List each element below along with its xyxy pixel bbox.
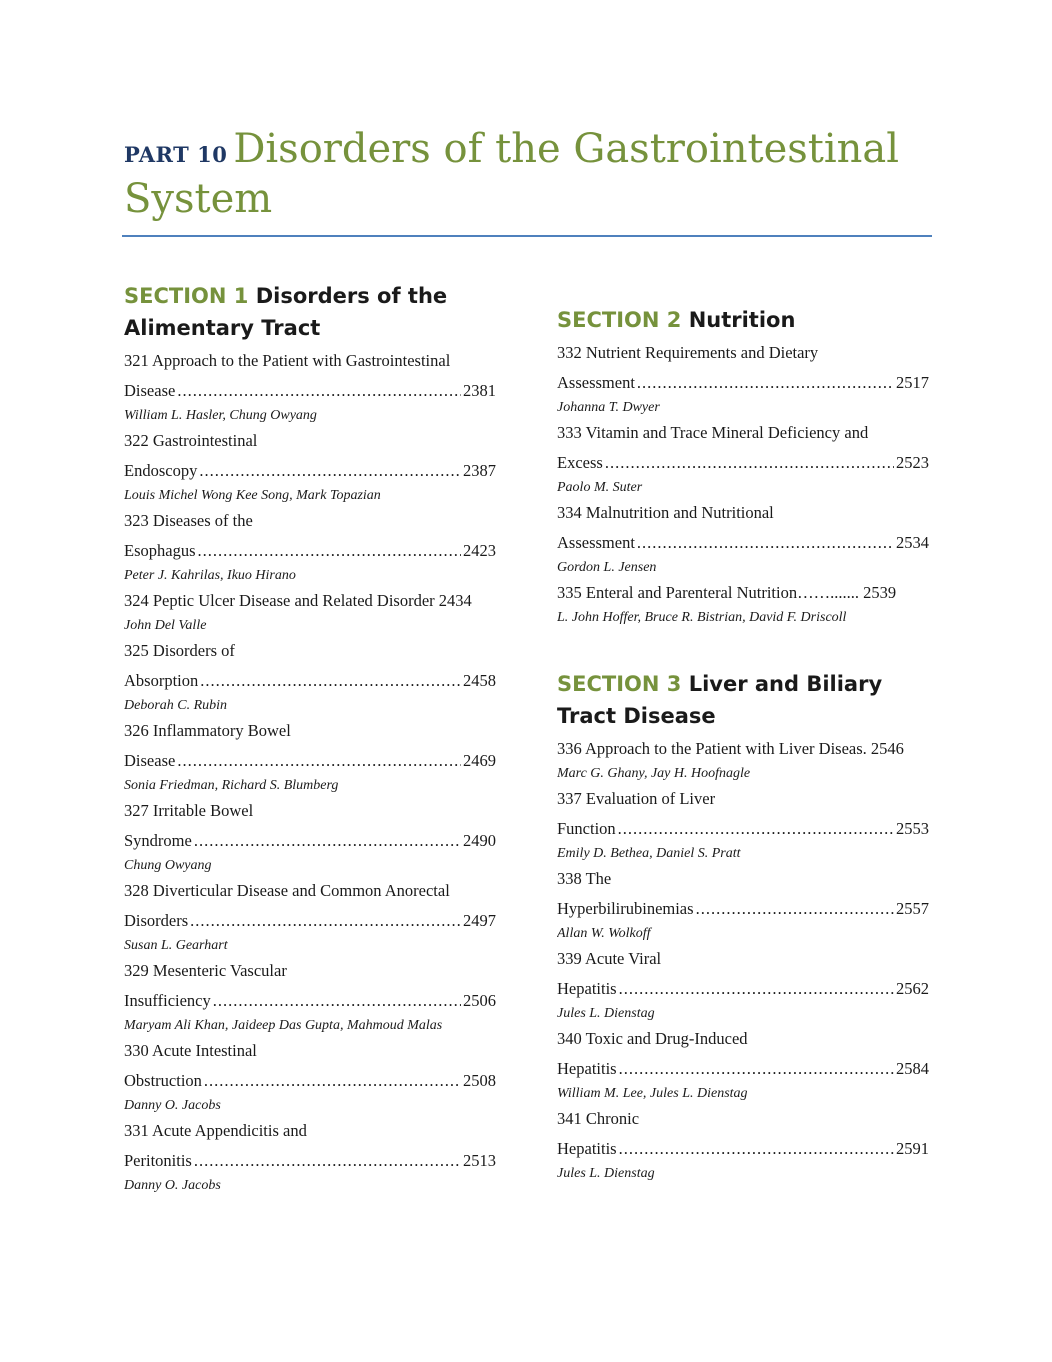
toc-entry[interactable] xyxy=(124,1036,496,1116)
chapter-title-end: Peritonitis xyxy=(124,1151,192,1170)
chapter-page-line xyxy=(557,894,929,924)
chapter-title: 334 Malnutrition and Nutritional xyxy=(557,503,774,522)
chapter-page-line xyxy=(557,528,929,558)
dot-leader xyxy=(619,974,894,1004)
chapter-page-line xyxy=(124,906,496,936)
chapter-authors: L. John Hoffer, Bruce R. Bistrian, David F. Driscoll xyxy=(557,610,847,625)
dot-leader xyxy=(177,746,461,776)
dot-leader xyxy=(213,986,461,1016)
left-column xyxy=(124,280,496,1236)
chapter-title: 331 Acute Appendicitis and xyxy=(124,1121,307,1140)
dot-leader xyxy=(177,376,461,406)
toc-entry[interactable] xyxy=(124,426,496,506)
page-number: 2469 xyxy=(463,751,496,770)
chapter-title: 333 Vitamin and Trace Mineral Deficiency and xyxy=(557,423,869,442)
dot-leader xyxy=(605,448,894,478)
dot-leader xyxy=(637,368,894,398)
section-label: SECTION 3 xyxy=(557,672,682,696)
chapter-authors: Danny O. Jacobs xyxy=(124,1098,221,1113)
page-number: 2553 xyxy=(896,819,929,838)
chapter-authors: William L. Hasler, Chung Owyang xyxy=(124,408,317,423)
section-name: Nutrition xyxy=(688,308,796,332)
chapter-authors: Jules L. Dienstag xyxy=(557,1166,655,1181)
section-name: Disorders of the Alimentary Tract xyxy=(124,284,448,340)
chapter-title-end: Disorders xyxy=(124,911,189,930)
chapter-title-end: Disease xyxy=(124,381,176,400)
chapter-title-end: Disease xyxy=(124,751,176,770)
chapter-page-line xyxy=(124,1066,496,1096)
section-name: Liver and Biliary Tract Disease xyxy=(557,672,883,728)
chapter-title-end: Hepatitis xyxy=(557,1139,617,1158)
page-number: 2557 xyxy=(896,899,929,918)
chapter-title-end: 335 Enteral and Parenteral Nutrition……....... 2539 xyxy=(557,583,897,602)
chapter-authors: John Del Valle xyxy=(124,618,207,633)
dot-leader xyxy=(190,906,461,936)
toc-entry[interactable] xyxy=(124,716,496,796)
chapter-authors: Gordon L. Jensen xyxy=(557,560,657,575)
part-header xyxy=(124,124,932,224)
page-number: 2423 xyxy=(463,541,496,560)
dot-leader xyxy=(619,1054,894,1084)
page-number: 2517 xyxy=(896,373,929,392)
section xyxy=(124,280,496,1196)
chapter-title-end: Syndrome xyxy=(124,831,192,850)
dot-leader xyxy=(618,814,894,844)
chapter-title: 325 Disorders of xyxy=(124,641,235,660)
chapter-page-line xyxy=(557,368,929,398)
toc-entry[interactable] xyxy=(557,1024,929,1104)
chapter-title: 321 Approach to the Patient with Gastrointestinal xyxy=(124,351,451,370)
chapter-title-end: Obstruction xyxy=(124,1071,202,1090)
chapter-authors: Emily D. Bethea, Daniel S. Pratt xyxy=(557,846,741,861)
toc-entry[interactable] xyxy=(557,418,929,498)
chapter-title-end: Hepatitis xyxy=(557,979,617,998)
page-number: 2381 xyxy=(463,381,496,400)
chapter-authors: Maryam Ali Khan, Jaideep Das Gupta, Mahmoud Malas xyxy=(124,1018,443,1033)
page-number: 2523 xyxy=(896,453,929,472)
chapter-page-line xyxy=(557,814,929,844)
chapter-title-end: Assessment xyxy=(557,533,635,552)
chapter-title: 326 Inflammatory Bowel xyxy=(124,721,291,740)
toc-entry[interactable] xyxy=(124,586,496,636)
toc-entry[interactable] xyxy=(557,498,929,578)
toc-entry[interactable] xyxy=(557,338,929,418)
chapter-title: 328 Diverticular Disease and Common Anorectal xyxy=(124,881,450,900)
toc-entry[interactable] xyxy=(124,796,496,876)
chapter-title: 339 Acute Viral xyxy=(557,949,662,968)
chapter-title: 337 Evaluation of Liver xyxy=(557,789,716,808)
chapter-page-line xyxy=(557,1134,929,1164)
section xyxy=(557,304,929,628)
chapter-authors: William M. Lee, Jules L. Dienstag xyxy=(557,1086,748,1101)
dot-leader xyxy=(637,528,894,558)
chapter-title-end: Excess xyxy=(557,453,603,472)
chapter-page-line xyxy=(124,456,496,486)
chapter-authors: Paolo M. Suter xyxy=(557,480,643,495)
chapter-page-line xyxy=(124,666,496,696)
toc-entry[interactable] xyxy=(124,1116,496,1196)
part-title: Disorders of the Gastrointestinal System xyxy=(124,126,900,222)
chapter-title-end: 324 Peptic Ulcer Disease and Related Disorder 2434 xyxy=(124,591,472,610)
section-heading xyxy=(557,668,929,732)
chapter-page-line xyxy=(557,734,929,764)
chapter-title-end: Assessment xyxy=(557,373,635,392)
chapter-title: 322 Gastrointestinal xyxy=(124,431,258,450)
chapter-title: 332 Nutrient Requirements and Dietary xyxy=(557,343,819,362)
page-number: 2562 xyxy=(896,979,929,998)
chapter-authors: Danny O. Jacobs xyxy=(124,1178,221,1193)
chapter-page-line xyxy=(557,578,929,608)
chapter-title-end: Absorption xyxy=(124,671,199,690)
toc-entry[interactable] xyxy=(124,506,496,586)
chapter-authors: Sonia Friedman, Richard S. Blumberg xyxy=(124,778,339,793)
chapter-authors: Marc G. Ghany, Jay H. Hoofnagle xyxy=(557,766,751,781)
chapter-title-end: Endoscopy xyxy=(124,461,198,480)
chapter-title-end: Esophagus xyxy=(124,541,196,560)
page-number: 2490 xyxy=(463,831,496,850)
page-number: 2584 xyxy=(896,1059,929,1078)
toc-entry[interactable] xyxy=(557,864,929,944)
page-number: 2458 xyxy=(463,671,496,690)
chapter-page-line xyxy=(124,536,496,566)
chapter-authors: Chung Owyang xyxy=(124,858,212,873)
toc-entry[interactable] xyxy=(124,636,496,716)
page-number: 2497 xyxy=(463,911,496,930)
section-label: SECTION 1 xyxy=(124,284,249,308)
chapter-page-line xyxy=(124,376,496,406)
page-number: 2513 xyxy=(463,1151,496,1170)
chapter-title-end: Hepatitis xyxy=(557,1059,617,1078)
chapter-page-line xyxy=(557,974,929,1004)
dot-leader xyxy=(199,456,461,486)
chapter-title: 330 Acute Intestinal xyxy=(124,1041,257,1060)
right-column xyxy=(557,304,929,1224)
chapter-authors: Allan W. Wolkoff xyxy=(557,926,651,941)
chapter-page-line xyxy=(124,826,496,856)
chapter-authors: Susan L. Gearhart xyxy=(124,938,228,953)
page-number: 2591 xyxy=(896,1139,929,1158)
chapter-title: 329 Mesenteric Vascular xyxy=(124,961,287,980)
toc-entry[interactable] xyxy=(124,876,496,956)
dot-leader xyxy=(194,826,461,856)
chapter-title: 340 Toxic and Drug-Induced xyxy=(557,1029,748,1048)
dot-leader xyxy=(194,1146,461,1176)
toc-entry[interactable] xyxy=(557,1104,929,1184)
dot-leader xyxy=(198,536,462,566)
part-label: PART 10 xyxy=(124,142,228,167)
toc-entry[interactable] xyxy=(557,944,929,1024)
chapter-page-line xyxy=(124,586,496,616)
dot-leader xyxy=(696,894,894,924)
page-number: 2534 xyxy=(896,533,929,552)
chapter-authors: Deborah C. Rubin xyxy=(124,698,228,713)
chapter-page-line xyxy=(124,746,496,776)
chapter-title: 338 The xyxy=(557,869,612,888)
toc-entry[interactable] xyxy=(124,956,496,1036)
toc-entry[interactable] xyxy=(557,578,929,628)
chapter-page-line xyxy=(124,986,496,1016)
chapter-title: 341 Chronic xyxy=(557,1109,640,1128)
chapter-title-end: Hyperbilirubinemias xyxy=(557,899,694,918)
page-number: 2506 xyxy=(463,991,496,1010)
chapter-authors: Louis Michel Wong Kee Song, Mark Topazian xyxy=(124,488,381,503)
chapter-authors: Jules L. Dienstag xyxy=(557,1006,655,1021)
dot-leader xyxy=(200,666,461,696)
dot-leader xyxy=(619,1134,894,1164)
chapter-title-end: 336 Approach to the Patient with Liver Diseas. 2546 xyxy=(557,739,904,758)
chapter-title-end: Insufficiency xyxy=(124,991,211,1010)
chapter-title-end: Function xyxy=(557,819,616,838)
chapter-title: 323 Diseases of the xyxy=(124,511,253,530)
section-heading xyxy=(557,304,929,336)
section xyxy=(557,668,929,1184)
toc-entry[interactable] xyxy=(124,346,496,426)
header-divider xyxy=(122,235,932,237)
toc-entry[interactable] xyxy=(557,784,929,864)
page-number: 2508 xyxy=(463,1071,496,1090)
chapter-title: 327 Irritable Bowel xyxy=(124,801,254,820)
page-number: 2387 xyxy=(463,461,496,480)
section-heading xyxy=(124,280,496,344)
chapter-page-line xyxy=(124,1146,496,1176)
dot-leader xyxy=(204,1066,461,1096)
chapter-page-line xyxy=(557,1054,929,1084)
chapter-authors: Johanna T. Dwyer xyxy=(557,400,660,415)
chapter-page-line xyxy=(557,448,929,478)
section-label: SECTION 2 xyxy=(557,308,682,332)
chapter-authors: Peter J. Kahrilas, Ikuo Hirano xyxy=(124,568,296,583)
toc-entry[interactable] xyxy=(557,734,929,784)
